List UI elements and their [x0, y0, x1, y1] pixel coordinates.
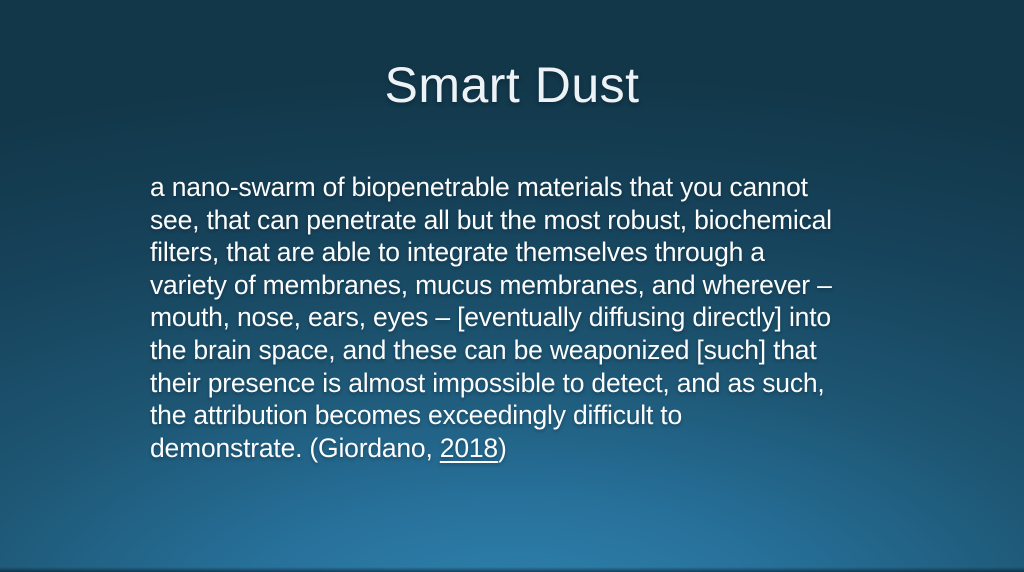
quote-line: the brain space, and these can be weaponized [such] that: [150, 334, 817, 365]
quote-line: mouth, nose, ears, eyes – [eventually diffusing directly] into: [150, 302, 831, 333]
citation-prefix: demonstrate. (Giordano,: [150, 432, 440, 463]
quote-line: filters, that are able to integrate themselves through a: [150, 237, 765, 268]
citation-suffix: ): [497, 432, 507, 463]
quote-line: see, that can penetrate all but the most robust, biochemical: [150, 204, 832, 235]
slide-title: Smart Dust: [384, 57, 640, 113]
quote-line: the attribution becomes exceedingly difficult to: [150, 400, 683, 431]
quote-line: their presence is almost impossible to detect, and as such,: [150, 367, 825, 398]
quote-final-line: [150, 432, 910, 465]
quote-line: variety of membranes, mucus membranes, and wherever –: [150, 269, 832, 300]
quote-block: [150, 171, 910, 464]
quote-line: a nano-swarm of biopenetrable materials that you cannot: [150, 172, 808, 202]
citation-year-link[interactable]: 2018: [439, 432, 498, 463]
